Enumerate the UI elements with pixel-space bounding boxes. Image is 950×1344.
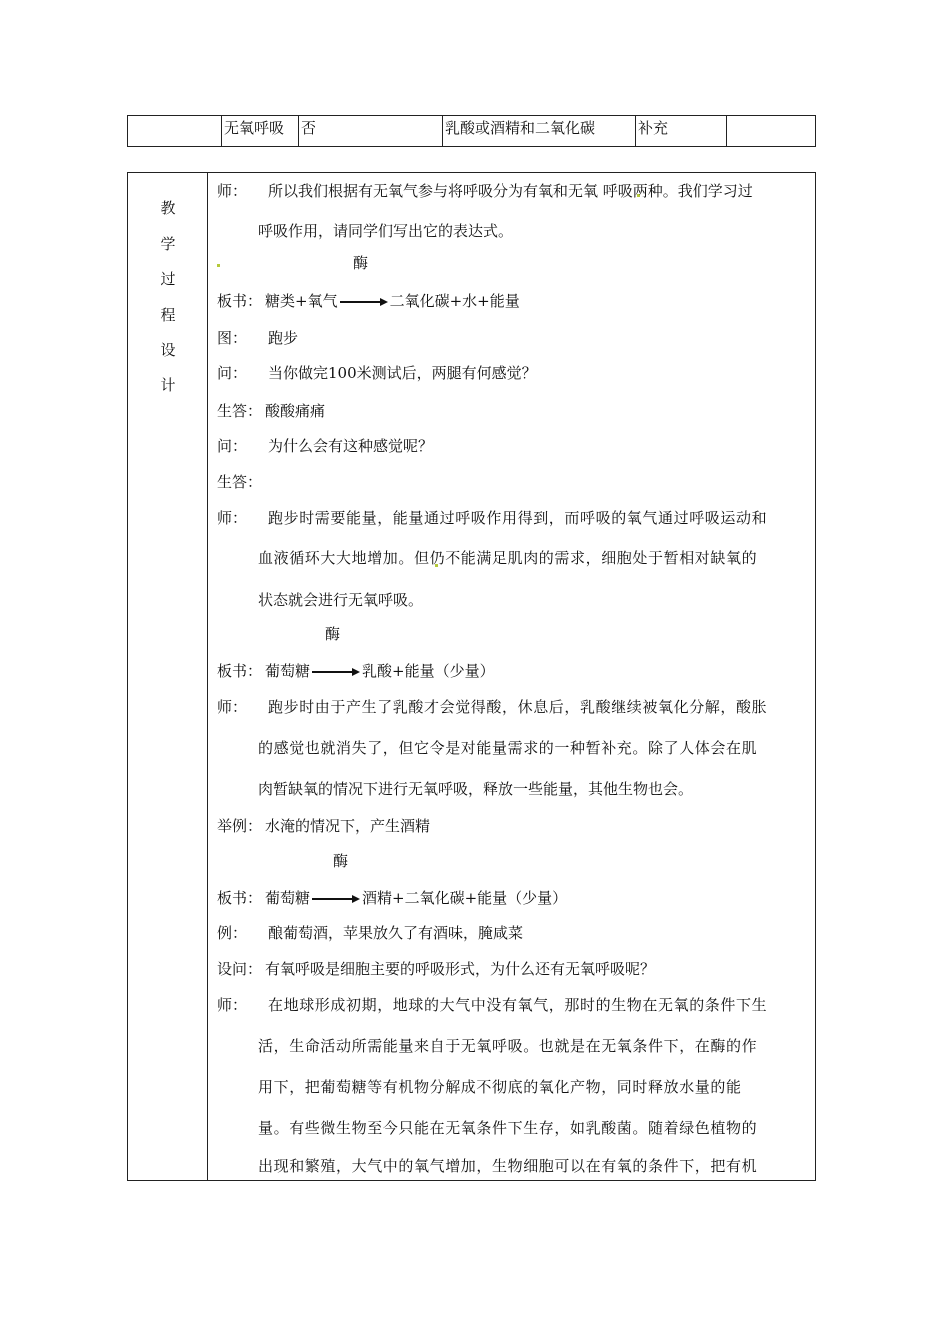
figure-label: 图： (217, 329, 248, 347)
equation-products: 二氧化碳+水+能量 (389, 292, 520, 310)
speaker-label: 师： (217, 509, 248, 527)
equation (265, 888, 567, 908)
speaker-label: 师： (217, 182, 248, 200)
section-label-char: 过 (160, 270, 176, 288)
board-label: 板书： (217, 292, 263, 310)
question-label: 设问： (217, 960, 263, 978)
paragraph-line: 跑步时由于产生了乳酸才会觉得酸，休息后，乳酸继续被氧化分解，酸胀 (268, 698, 768, 716)
paragraph-line: 状态就会进行无氧呼吸。 (258, 591, 424, 609)
arrow-right-icon (312, 894, 360, 904)
paragraph-line: 在地球形成初期，地球的大气中没有氧气，那时的生物在无氧的条件下生 (268, 996, 768, 1014)
question-text: 当你做完100米测试后，两腿有何感觉？ (268, 364, 537, 382)
arrow-right-icon (340, 297, 388, 307)
paragraph-line: 跑步时需要能量，能量通过呼吸作用得到，而呼吸的氧气通过呼吸运动和 (268, 509, 768, 527)
answer-text: 酸酸痛痛 (265, 402, 326, 420)
paragraph-line: 量。有些微生物至今只能在无氧条件下生存，如乳酸菌。随着绿色植物的 (258, 1119, 758, 1137)
table-cell: 补充 (636, 116, 727, 146)
paragraph-line: 肉暂缺氧的情况下进行无氧呼吸，释放一些能量，其他生物也会。 (258, 780, 694, 798)
example-text: 水淹的情况下，产生酒精 (265, 817, 431, 835)
answer-label: 生答： (217, 402, 263, 420)
table-cell: 乳酸或酒精和二氧化碳 (443, 116, 636, 146)
top-table-row (127, 115, 816, 147)
equation (265, 291, 520, 311)
section-label-char: 设 (160, 341, 176, 359)
question-label: 问： (217, 437, 248, 455)
answer-label: 生答： (217, 473, 263, 491)
paragraph-line: 活，生命活动所需能量来自于无氧呼吸。也就是在无氧条件下，在酶的作 (258, 1037, 758, 1055)
enzyme-label: 酶 (353, 254, 369, 272)
question-text: 为什么会有这种感觉呢？ (268, 437, 434, 455)
example-label: 举例： (217, 817, 263, 835)
teaching-process-table (127, 172, 816, 1181)
section-label-char: 教 (160, 199, 176, 217)
equation-reactants: 葡萄糖 (265, 889, 311, 907)
table-cell (128, 116, 222, 146)
table-cell: 否 (299, 116, 443, 146)
section-label-char: 计 (160, 376, 176, 394)
board-label: 板书： (217, 662, 263, 680)
equation (265, 661, 495, 681)
mark-dot (217, 264, 220, 267)
speaker-label: 师： (217, 996, 248, 1014)
table-cell (727, 116, 815, 146)
arrow-right-icon (312, 667, 360, 677)
paragraph-line: 的感觉也就消失了，但它令是对能量需求的一种暂补充。除了人体会在肌 (258, 739, 758, 757)
paragraph-line: 出现和繁殖，大气中的氧气增加，生物细胞可以在有氧的条件下，把有机 (258, 1157, 758, 1175)
paragraph-line: 血液循环大大地增加。但仍不能满足肌肉的需求，细胞处于暂相对缺氧的 (258, 549, 758, 567)
example-text: 酿葡萄酒，苹果放久了有酒味，腌咸菜 (268, 924, 524, 942)
section-label-char: 程 (160, 306, 176, 324)
enzyme-label: 酶 (325, 625, 341, 643)
speaker-label: 师： (217, 698, 248, 716)
paragraph-line: 所以我们根据有无氧气参与将呼吸分为有氧和无氧 呼吸两种。我们学习过 (268, 182, 753, 200)
equation-reactants: 糖类+氧气 (265, 292, 338, 310)
paragraph-line: 用下，把葡萄糖等有机物分解成不彻底的氧化产物，同时释放水量的能 (258, 1078, 742, 1096)
board-label: 板书： (217, 889, 263, 907)
equation-reactants: 葡萄糖 (265, 662, 311, 680)
question-label: 问： (217, 364, 248, 382)
section-label-column (128, 173, 208, 1180)
equation-products: 乳酸+能量（少量） (362, 662, 495, 680)
equation-products: 酒精+二氧化碳+能量（少量） (362, 889, 568, 907)
enzyme-label: 酶 (333, 852, 349, 870)
paragraph-line: 呼吸作用，请同学们写出它的表达式。 (258, 222, 514, 240)
question-text: 有氧呼吸是细胞主要的呼吸形式，为什么还有无氧呼吸呢？ (265, 960, 656, 978)
example-label: 例： (217, 924, 248, 942)
table-cell: 无氧呼吸 (222, 116, 299, 146)
section-label-char: 学 (160, 235, 176, 253)
figure-text: 跑步 (268, 329, 299, 347)
